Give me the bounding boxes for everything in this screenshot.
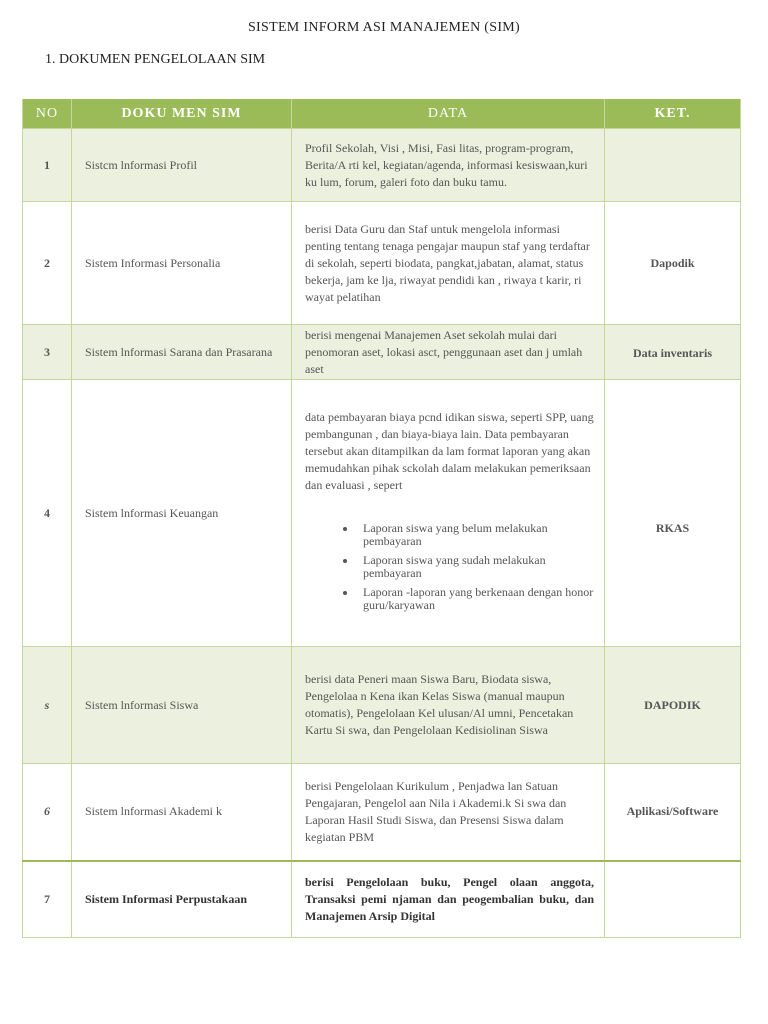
- row-number: 2: [23, 202, 72, 325]
- row-document: Sistem lnformasi Siswa: [72, 647, 292, 764]
- table-row: [23, 129, 741, 202]
- row-ket: Data inventaris: [605, 325, 741, 380]
- row-data: berisi Pengelolaan Kurikulum , Penjadwa lan Satuan Pengajaran, Pengelol aan Nila i Akademi.k Si swa dan Laporan Hasil Studi Siswa, dan Presensi Siswa dalam kegiatan PBM: [292, 764, 605, 861]
- row-number: 1: [23, 129, 72, 202]
- row-data: Profil Sekolah, Visi , Misi, Fasi litas, program-program, Berita/A rti kel, kegiatan/agenda, informasi kesiswaan,kuri ku lum, forum, galeri foto dan buku tamu.: [292, 129, 605, 202]
- row-document: Sistem lnformasi Akademi k: [72, 764, 292, 861]
- finance-report-list: [305, 522, 594, 612]
- table-row: [23, 380, 741, 647]
- row-ket: RKAS: [605, 380, 741, 647]
- row-data: berisi data Peneri maan Siswa Baru, Biodata siswa, Pengelolaa n Kena ikan Kelas Siswa (manual maupun otomatis), Pengelolaan Kel ulusan/Al umni, Pencetakan Kartu Si swa, dan Pengelolaan Kedisiolinan Siswa: [292, 647, 605, 764]
- row-document: Sistem Informasi Perpustakaan: [72, 861, 292, 938]
- section-heading: 1. DOKUMEN PENGELOLAAN SIM: [45, 52, 266, 67]
- list-item: • Laporan siswa yang sudah melakukan pembayaran: [357, 554, 594, 580]
- row-document: Sistem lnformasi Sarana dan Prasarana: [72, 325, 292, 380]
- header-ket: KET.: [605, 99, 741, 129]
- row-ket: Aplikasi/Software: [605, 764, 741, 861]
- row-document: Sistem lnformasi Keuangan: [72, 380, 292, 647]
- header-no: NO: [23, 99, 72, 129]
- table-row: [23, 202, 741, 325]
- row-number: s: [23, 647, 72, 764]
- header-dokumen: DOKU MEN SIM: [72, 99, 292, 129]
- row-number: 4: [23, 380, 72, 647]
- row-data: [292, 380, 605, 647]
- row-data: berisi Pengelolaan buku, Pengel olaan anggota, Transaksi pemi njaman dan peogembalian buku, dan Manajemen Arsip Digital: [292, 861, 605, 938]
- sim-documents-table: [22, 99, 741, 938]
- row-number: 7: [23, 861, 72, 938]
- list-item: • Laporan -laporan yang berkenaan dengan honor guru/karyawan: [357, 586, 594, 612]
- table-row: [23, 325, 741, 380]
- table-row: [23, 647, 741, 764]
- row-number: 6: [23, 764, 72, 861]
- table-header-row: [23, 99, 741, 129]
- header-data: DATA: [292, 99, 605, 129]
- row-ket: DAPODIK: [605, 647, 741, 764]
- row-data: berisi mengenai Manajemen Aset sekolah mulai dari penomoran aset, lokasi asct, penggunaan aset dan j umlah aset: [292, 325, 605, 380]
- row-data: berisi Data Guru dan Staf untuk mengelola informasi penting tentang tenaga pengajar maupun staf yang terdaftar di sekolah, seperti biodata, pangkat,jabatan, alamat, status bekerja, jam ke lja, riwayat pendidi kan , riwaya t karir, ri wayat pelatihan: [292, 202, 605, 325]
- table-row: [23, 764, 741, 861]
- document-title: SISTEM INFORM ASI MANAJEMEN (SIM): [247, 20, 521, 35]
- row-number: 3: [23, 325, 72, 380]
- table-row: [23, 861, 741, 938]
- row-document: Sistcm lnformasi Profil: [72, 129, 292, 202]
- row-ket: [605, 861, 741, 938]
- row-ket: Dapodik: [605, 202, 741, 325]
- row-document: Sistem Informasi Personalia: [72, 202, 292, 325]
- row-ket: [605, 129, 741, 202]
- list-item: • Laporan siswa yang belum melakukan pembayaran: [357, 522, 594, 548]
- row-data-text: data pembayaran biaya pcnd idikan siswa, seperti SPP, uang pembangunan , dan biaya-biaya lain. Data pembayaran tersebut akan ditampilkan da lam format laporan yang akan memudahkan pihak sckolah dalam melakukan pemeriksaan dan evaluasi , sepert: [305, 409, 594, 492]
